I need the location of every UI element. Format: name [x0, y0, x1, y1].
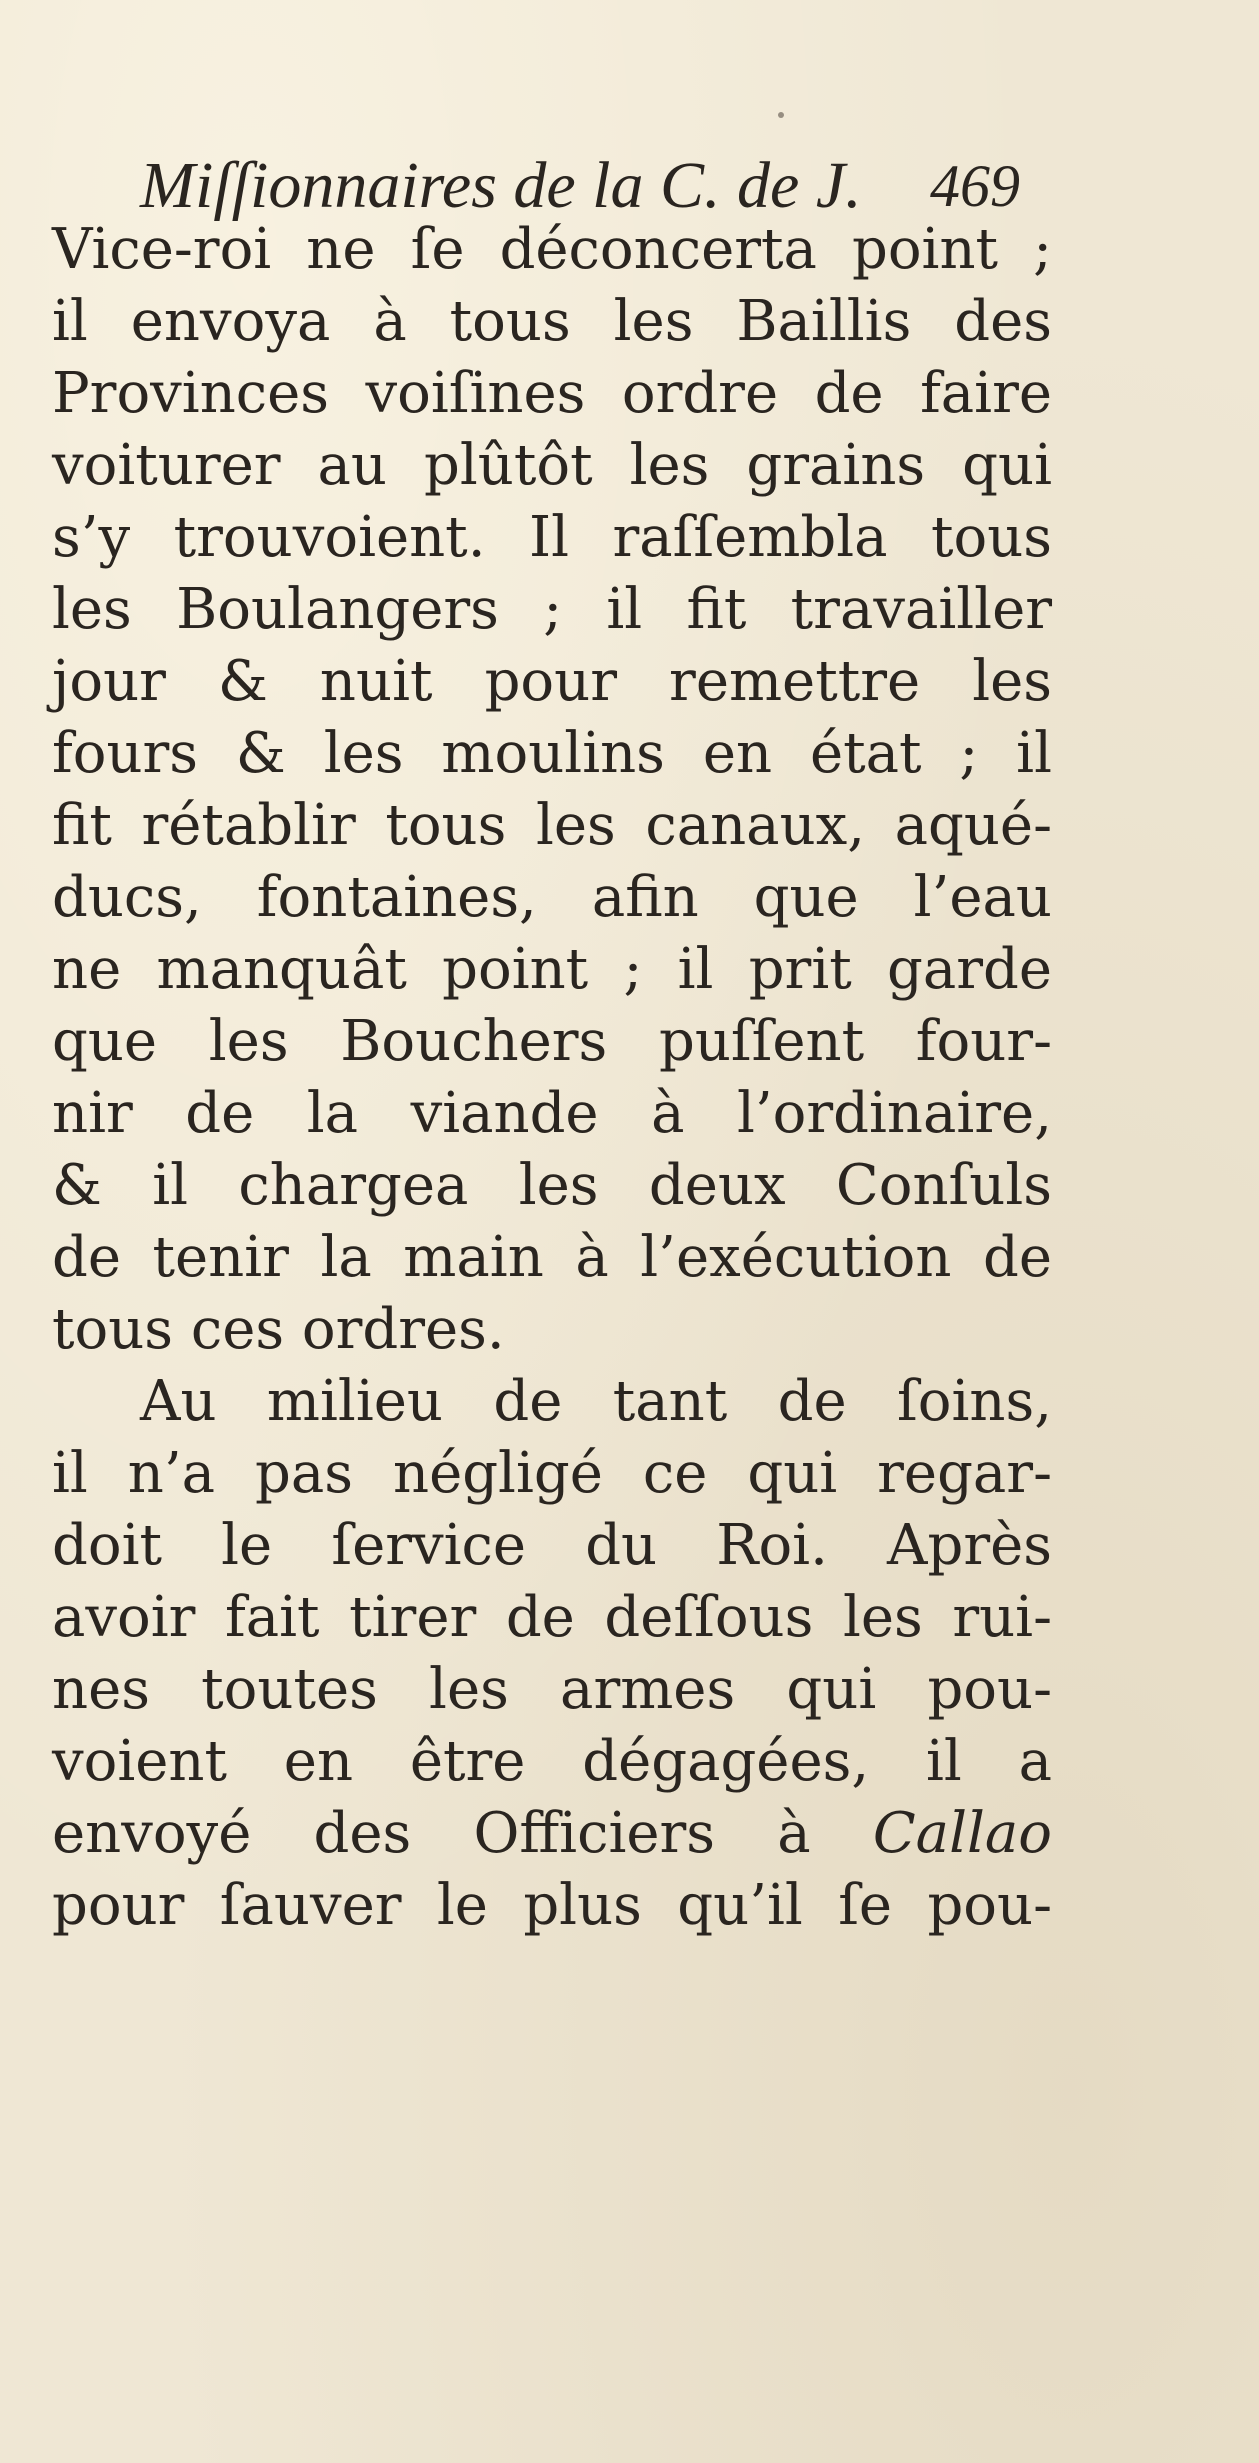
text-line: voient en être dégagées, il a [52, 1729, 1052, 1794]
place-name-callao: Callao [872, 1801, 1052, 1866]
text-line: nes toutes les armes qui pou- [52, 1657, 1052, 1722]
page-number: 469 [930, 153, 1020, 219]
text-line: voiturer au plûtôt les grains qui [52, 433, 1052, 498]
text-line-with-place-name [52, 1798, 1052, 1870]
text-line: fours & les moulins en état ; il [52, 721, 1052, 786]
text-line: les Boulangers ; il fit travailler [52, 577, 1052, 642]
text-line: s’y trouvoient. Il raſſembla tous [52, 505, 1052, 570]
text-line: que les Bouchers puſſent four- [52, 1009, 1052, 1074]
text-line: il n’a pas négligé ce qui regar- [52, 1441, 1052, 1506]
text-line: nir de la viande à l’ordinaire, [52, 1081, 1052, 1146]
text-line: Provinces voiſines ordre de faire [52, 361, 1052, 426]
text-line: & il chargea les deux Conſuls [52, 1153, 1052, 1218]
text-line: il envoya à tous les Baillis des [52, 289, 1052, 354]
text-line: jour & nuit pour remettre les [52, 649, 1052, 714]
text-line: tous ces ordres. [52, 1297, 505, 1362]
text-line: pour ſauver le plus qu’il ſe pou- [52, 1873, 1052, 1938]
ink-speck-ornament [778, 112, 784, 118]
text-line: ducs, fontaines, afin que l’eau [52, 865, 1052, 930]
text-line: Vice-roi ne ſe déconcerta point ; [52, 217, 1052, 282]
text-line-lead: envoyé des Officiers à [52, 1801, 811, 1866]
text-line: doit le ſervice du Roi. Après [52, 1513, 1052, 1578]
running-head-title: Miſſionnaires de la C. de J. [140, 149, 862, 222]
text-line: fit rétablir tous les canaux, aqué- [52, 793, 1052, 858]
text-line: avoir fait tirer de deſſous les rui- [52, 1585, 1052, 1650]
paragraph-first-line: Au milieu de tant de ſoins, [140, 1369, 1052, 1434]
text-line: de tenir la main à l’exécution de [52, 1225, 1052, 1290]
text-line: ne manquât point ; il prit garde [52, 937, 1052, 1002]
